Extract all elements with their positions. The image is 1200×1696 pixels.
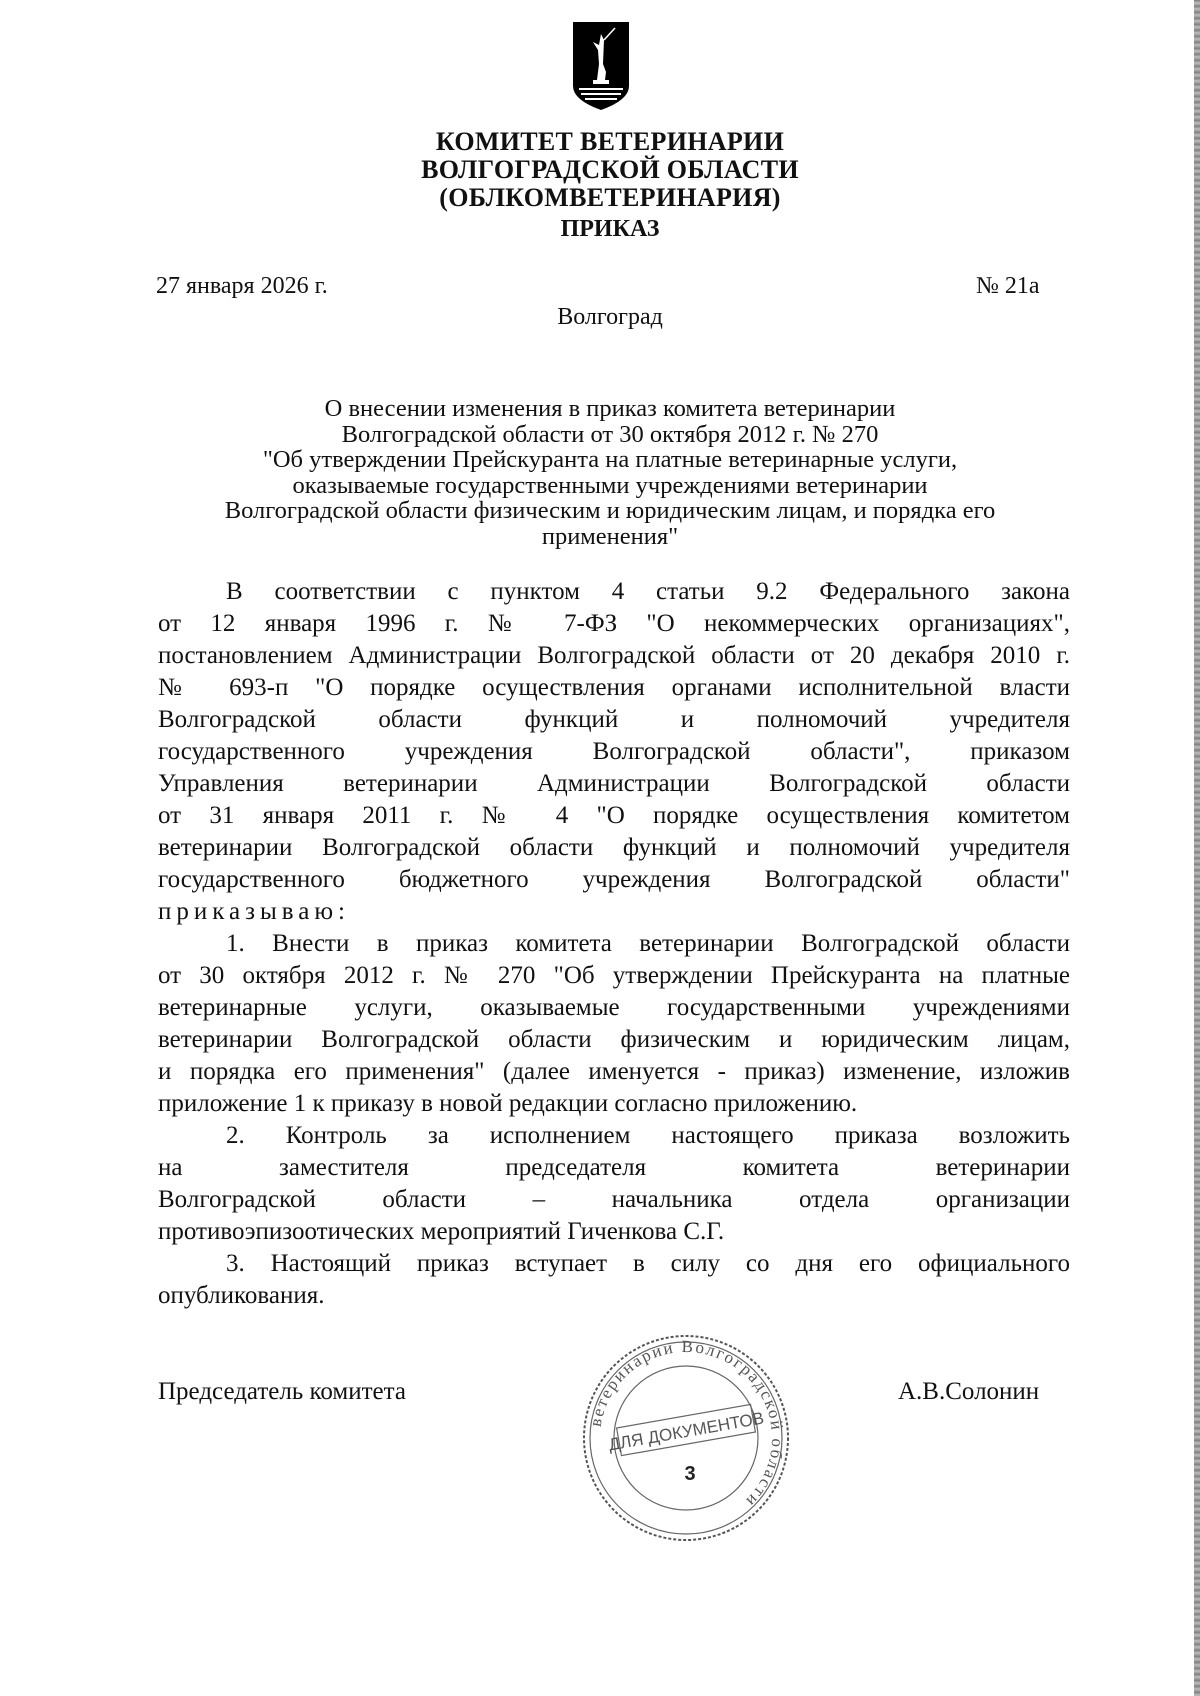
stamp-number: 3 xyxy=(684,1463,696,1485)
organization-header xyxy=(0,128,1200,212)
order-body xyxy=(158,576,1070,1312)
item-2-paragraph xyxy=(158,1120,1070,1248)
body-line: от 30 октября 2012 г. № 270 "Об утверждении Прейскуранта на платные xyxy=(158,962,1070,989)
coat-of-arms-icon xyxy=(571,20,631,112)
body-line: № 693-п "О порядке осуществления органами исполнительной власти xyxy=(158,674,1070,701)
order-subject xyxy=(150,396,1070,549)
body-line: ветеринарии Волгоградской области физическим и юридическим лицам, xyxy=(158,1026,1070,1053)
official-stamp xyxy=(578,1330,794,1546)
signatory-name: А.В.Солонин xyxy=(898,1378,1040,1405)
header-line: КОМИТЕТ ВЕТЕРИНАРИИ xyxy=(435,127,785,156)
body-line: В соответствии с пунктом 4 статьи 9.2 Федерального закона xyxy=(226,578,1070,605)
body-line: приложение 1 к приказу в новой редакции согласно приложению. xyxy=(158,1090,858,1117)
signatory-title: Председатель комитета xyxy=(158,1378,406,1405)
subject-line: Волгоградской области физическим и юридическим лицам, и порядка его xyxy=(224,497,996,524)
body-line: на заместителя председателя комитета ветеринарии xyxy=(158,1154,1070,1181)
stamp-ring-text: ветеринарии Волгоградской области xyxy=(585,1336,788,1512)
subject-line: оказываемые государственными учреждениями ветеринарии xyxy=(292,471,928,499)
subject-line: применения" xyxy=(541,522,679,550)
order-date: 27 января 2026 г. xyxy=(156,273,328,299)
subject-line: Волгоградской области от 30 октября 2012 г. № 270 xyxy=(341,420,879,448)
subject-line: О внесении изменения в приказ комитета ветеринарии xyxy=(324,395,896,422)
header-line: (ОБЛКОМВЕТЕРИНАРИЯ) xyxy=(439,183,781,212)
subject-line: "Об утверждении Прейскуранта на платные ветеринарные услуги, xyxy=(262,446,958,473)
scan-edge xyxy=(1194,0,1200,1696)
body-line: от 12 января 1996 г. № 7-ФЗ "О некоммерческих организациях", xyxy=(158,610,1070,637)
item-1-paragraph xyxy=(158,928,1070,1120)
body-line: опубликования. xyxy=(158,1282,325,1309)
item-3-paragraph xyxy=(158,1248,1070,1312)
body-line: Волгоградской области функций и полномочий учредителя xyxy=(158,706,1070,733)
body-line: 1. Внести в приказ комитета ветеринарии Волгоградской области xyxy=(226,930,1070,957)
body-line: постановлением Администрации Волгоградской области от 20 декабря 2010 г. xyxy=(158,642,1070,669)
body-line: ветеринарии Волгоградской области функций и полномочий учредителя xyxy=(158,834,1070,861)
body-line: государственного бюджетного учреждения Волгоградской области" xyxy=(158,866,1070,893)
preamble-paragraph xyxy=(158,576,1070,928)
body-line: Волгоградской области – начальника отдела организации xyxy=(158,1186,1070,1213)
order-word: приказываю: xyxy=(158,898,350,925)
stamp-center-text: ДЛЯ ДОКУМЕНТОВ xyxy=(607,1408,766,1455)
order-city: Волгоград xyxy=(557,304,663,330)
body-line: государственного учреждения Волгоградской области", приказом xyxy=(158,738,1070,765)
body-line: от 31 января 2011 г. № 4 "О порядке осуществления комитетом xyxy=(158,802,1070,829)
body-line: ветеринарные услуги, оказываемые государственными учреждениями xyxy=(158,994,1070,1021)
order-number: № 21а xyxy=(976,273,1040,299)
body-line: и порядка его применения" (далее именуется - приказ) изменение, изложив xyxy=(158,1058,1070,1085)
body-line: 3. Настоящий приказ вступает в силу со дня его официального xyxy=(226,1250,1070,1277)
body-line: противоэпизоотических мероприятий Гиченкова С.Г. xyxy=(158,1218,725,1245)
document-type: ПРИКАЗ xyxy=(560,216,660,242)
body-line: 2. Контроль за исполнением настоящего приказа возложить xyxy=(226,1122,1070,1149)
body-line: Управления ветеринарии Администрации Волгоградской области xyxy=(158,770,1070,797)
header-line: ВОЛГОГРАДСКОЙ ОБЛАСТИ xyxy=(421,155,799,184)
